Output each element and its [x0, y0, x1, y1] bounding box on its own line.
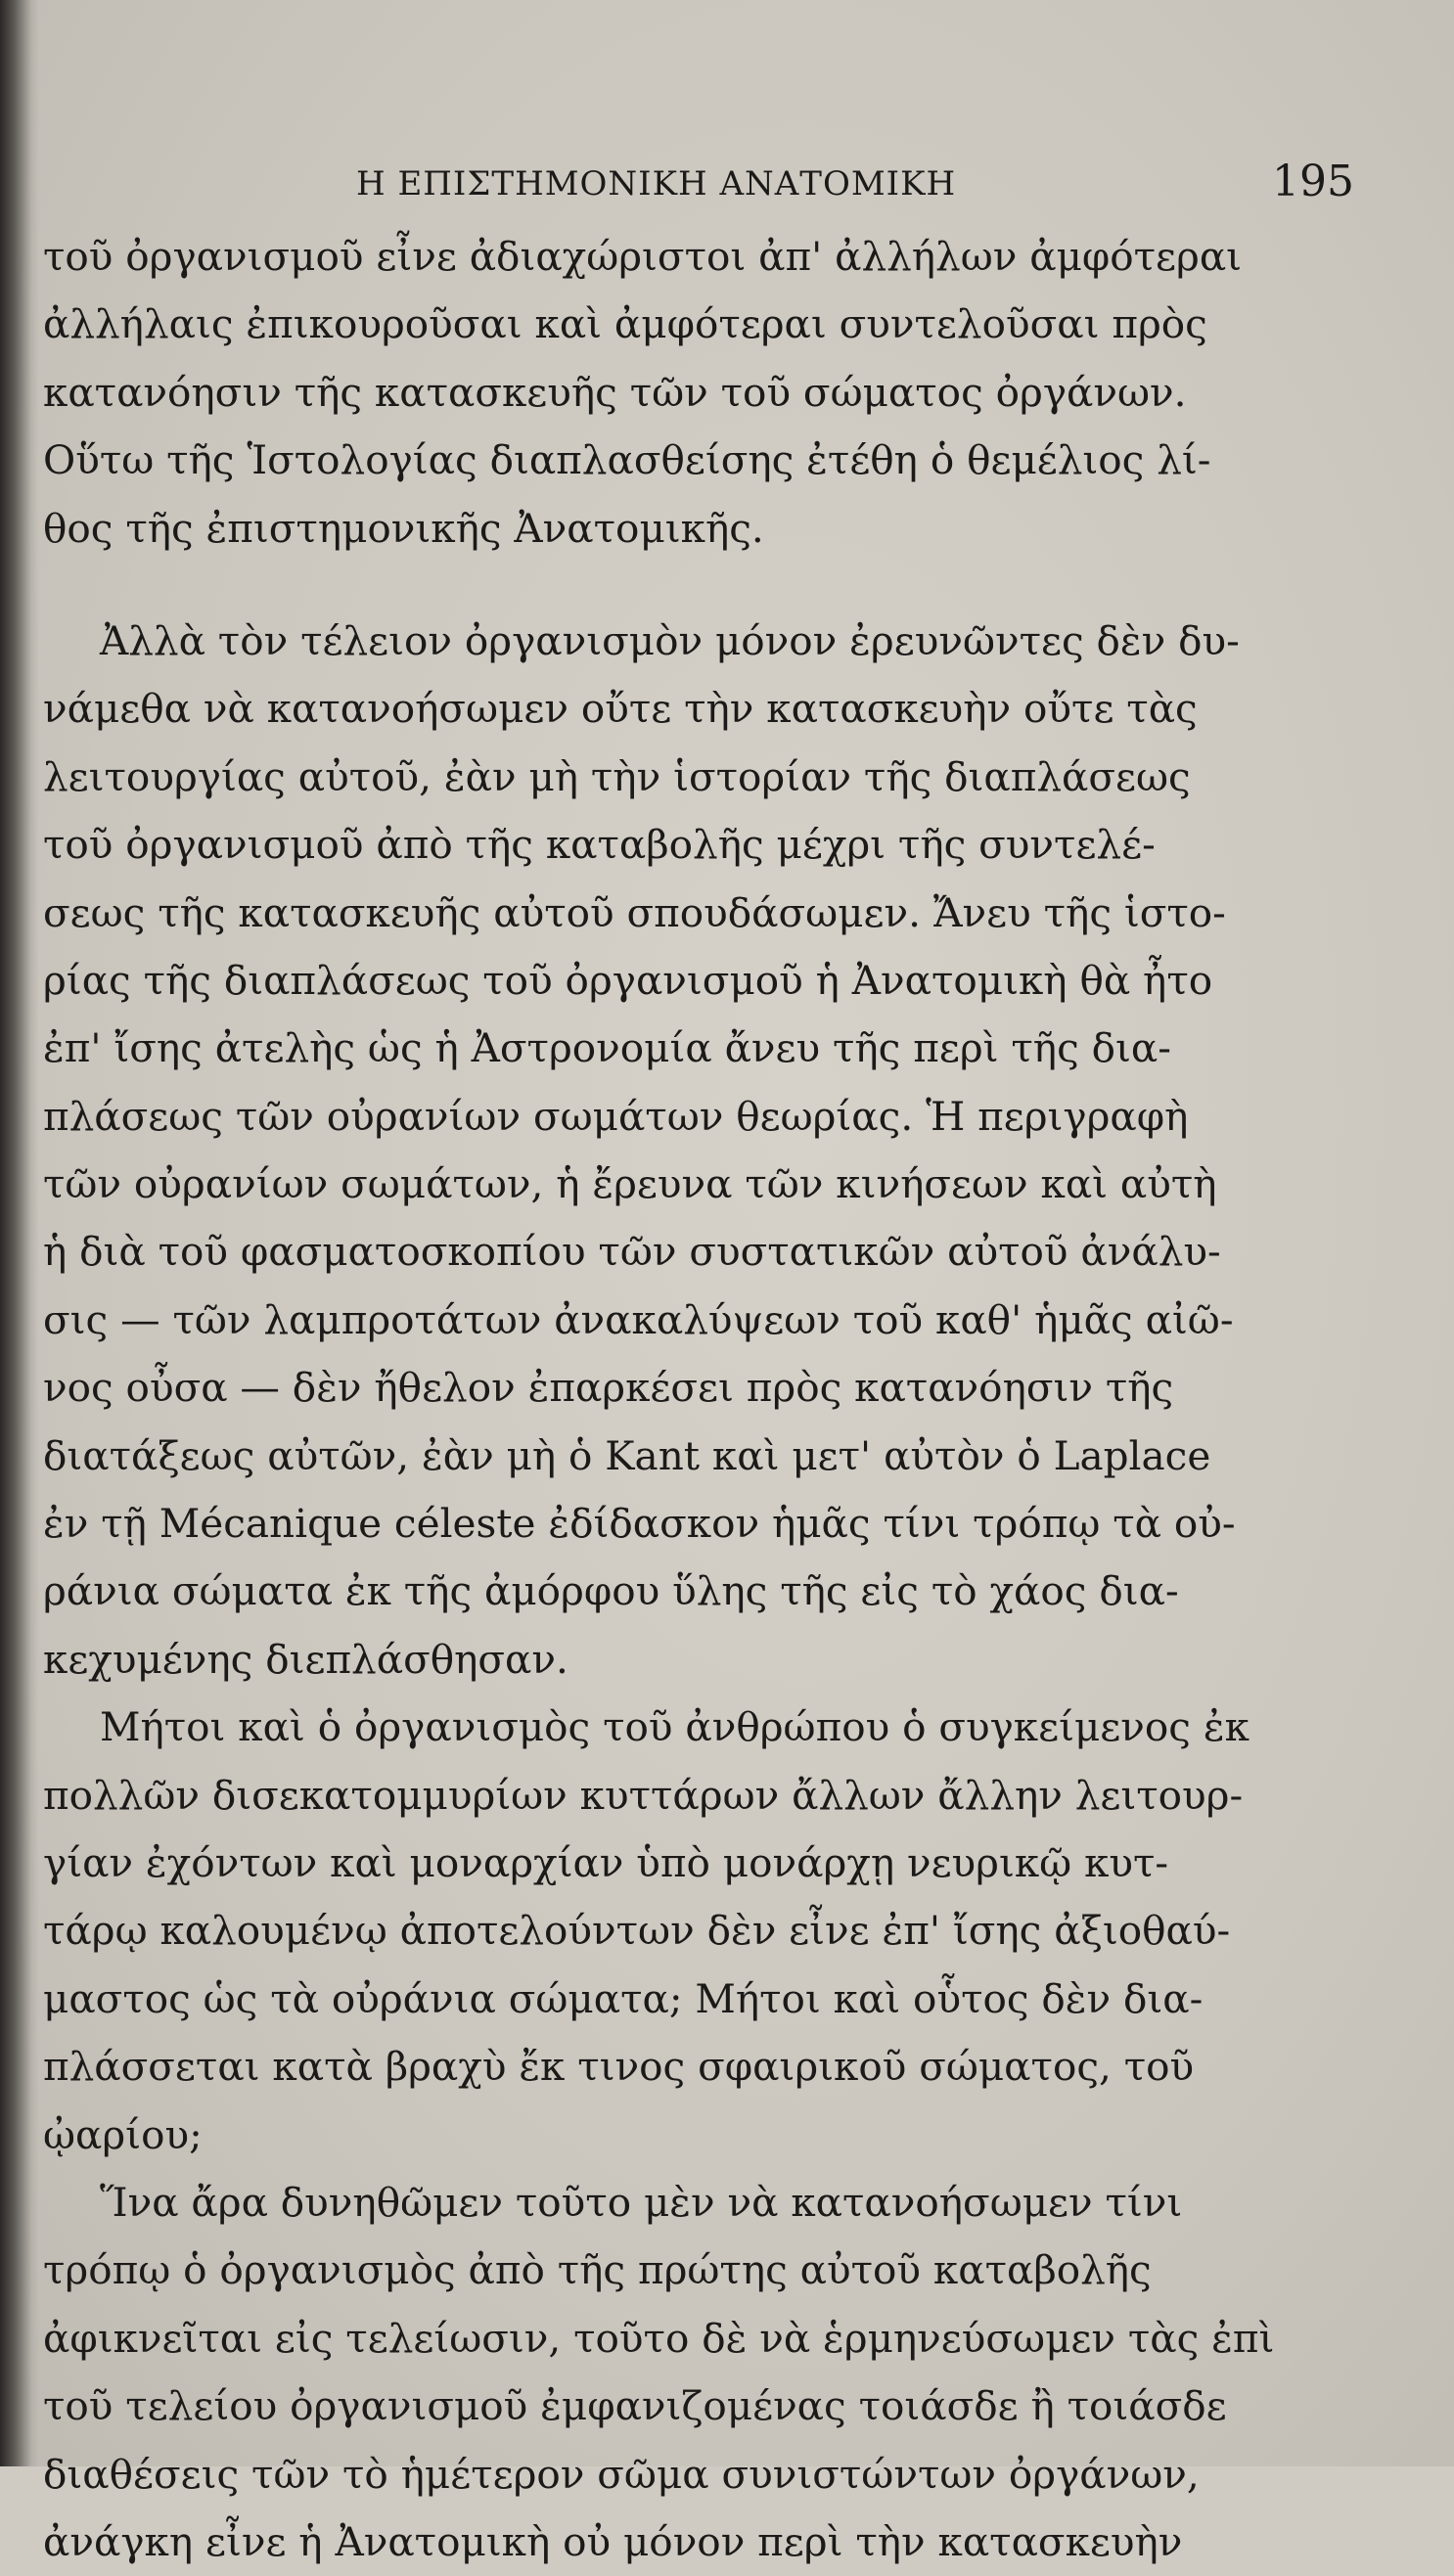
- text-line: πλάσεως τῶν οὐρανίων σωμάτων θεωρίας. Ἡ περιγραφὴ: [43, 1092, 1189, 1140]
- text-line: ᾠαρίου;: [43, 2110, 203, 2158]
- text-line: τοῦ ὀργανισμοῦ ἀπὸ τῆς καταβολῆς μέχρι τῆς συντελέ-: [43, 821, 1156, 869]
- text-line: ἡ διὰ τοῦ φασματοσκοπίου τῶν συστατικῶν αὐτοῦ ἀνάλυ-: [43, 1228, 1221, 1276]
- running-title: Η ΕΠΙΣΤΗΜΟΝΙΚΗ ΑΝΑΤΟΜΙΚΗ: [356, 164, 957, 203]
- text-line: θος τῆς ἐπιστημονικῆς Ἀνατομικῆς.: [43, 504, 764, 552]
- text-line: πλάσσεται κατὰ βραχὺ ἔκ τινος σφαιρικοῦ σώματος, τοῦ: [43, 2043, 1195, 2091]
- text-line: νάμεθα νὰ κατανοήσωμεν οὔτε τὴν κατασκευὴν οὔτε τὰς: [43, 685, 1198, 733]
- text-line: κεχυμένης διεπλάσθησαν.: [43, 1635, 568, 1683]
- running-head: [43, 157, 1354, 215]
- text-line: ἐπ' ἴσης ἀτελὴς ὡς ἡ Ἀστρονομία ἄνευ τῆς περὶ τῆς δια-: [43, 1024, 1171, 1072]
- text-line: ἀφικνεῖται εἰς τελείωσιν, τοῦτο δὲ νὰ ἑρμηνεύσωμεν τὰς ἐπὶ: [43, 2314, 1275, 2362]
- text-line: τάρῳ καλουμένῳ ἀποτελούντων δὲν εἶνε ἐπ' ἴσης ἀξιοθαύ-: [43, 1907, 1231, 1955]
- paragraph-1: [43, 223, 1354, 563]
- text-line: ἀνάγκη εἶνε ἡ Ἀνατομικὴ οὐ μόνον περὶ τὴν κατασκευὴν: [43, 2517, 1183, 2565]
- text-line: τρόπῳ ὁ ὀργανισμὸς ἀπὸ τῆς πρώτης αὐτοῦ καταβολῆς: [43, 2246, 1152, 2294]
- text-line: κατανόησιν τῆς κατασκευῆς τῶν τοῦ σώματος ὀργάνων.: [43, 368, 1187, 416]
- text-line: λειτουργίας αὐτοῦ, ἐὰν μὴ τὴν ἱστορίαν τῆς διαπλάσεως: [43, 752, 1191, 800]
- text-line: Μήτοι καὶ ὁ ὀργανισμὸς τοῦ ἀνθρώπου ὁ συγκείμενος ἐκ: [100, 1703, 1250, 1751]
- text-line: διαθέσεις τῶν τὸ ἡμέτερον σῶμα συνιστώντων ὀργάνων,: [43, 2450, 1200, 2498]
- text-line: σεως τῆς κατασκευῆς αὐτοῦ σπουδάσωμεν. Ἄνευ τῆς ἱστο-: [43, 888, 1226, 936]
- text-line: ἐν τῇ Mécanique céleste ἐδίδασκον ἡμᾶς τίνι τρόπῳ τὰ οὐ-: [43, 1500, 1236, 1548]
- body-text: [43, 223, 1354, 2576]
- paragraph-4: [43, 2169, 1354, 2576]
- paragraph-2: [43, 608, 1354, 1694]
- text-line: τοῦ ὀργανισμοῦ εἶνε ἀδιαχώριστοι ἀπ' ἀλλήλων ἀμφότεραι: [43, 233, 1243, 280]
- text-line: σις — τῶν λαμπροτάτων ἀνακαλύψεων τοῦ καθ' ἡμᾶς αἰῶ-: [43, 1295, 1234, 1343]
- text-line: διατάξεως αὐτῶν, ἐὰν μὴ ὁ Kant καὶ μετ' αὐτὸν ὁ Laplace: [43, 1431, 1211, 1479]
- text-line: μαστος ὡς τὰ οὐράνια σώματα; Μήτοι καὶ οὗτος δὲν δια-: [43, 1974, 1204, 2022]
- text-line: Ἀλλὰ τὸν τέλειον ὀργανισμὸν μόνον ἐρευνῶντες δὲν δυ-: [100, 616, 1240, 664]
- text-line: τοῦ τελείου ὀργανισμοῦ ἐμφανιζομένας τοιάσδε ἢ τοιάσδε: [43, 2382, 1227, 2430]
- paragraph-gap: [43, 563, 1354, 608]
- text-line: ράνια σώματα ἐκ τῆς ἀμόρφου ὕλης τῆς εἰς τὸ χάος δια-: [43, 1567, 1179, 1615]
- spine-shadow: [0, 0, 39, 2466]
- text-line: Οὕτω τῆς Ἱστολογίας διαπλασθείσης ἐτέθη ὁ θεμέλιος λί-: [43, 436, 1211, 484]
- text-line: ἀλλήλαις ἐπικουροῦσαι καὶ ἀμφότεραι συντελοῦσαι πρὸς: [43, 300, 1207, 348]
- text-line: πολλῶν δισεκατομμυρίων κυττάρων ἄλλων ἄλλην λειτουρ-: [43, 1771, 1244, 1819]
- text-line: ρίας τῆς διαπλάσεως τοῦ ὀργανισμοῦ ἡ Ἀνατομικὴ θὰ ἦτο: [43, 956, 1213, 1004]
- text-line: γίαν ἐχόντων καὶ μοναρχίαν ὑπὸ μονάρχῃ νευρικῷ κυτ-: [43, 1838, 1169, 1886]
- text-line: νος οὖσα — δὲν ἤθελον ἐπαρκέσει πρὸς κατανόησιν τῆς: [43, 1364, 1174, 1412]
- page-number: 195: [1272, 157, 1354, 206]
- paragraph-3: [43, 1694, 1354, 2169]
- text-line: Ἵνα ἄρα δυνηθῶμεν τοῦτο μὲν νὰ κατανοήσωμεν τίνι: [100, 2178, 1183, 2226]
- text-line: τῶν οὐρανίων σωμάτων, ἡ ἔρευνα τῶν κινήσεων καὶ αὐτὴ: [43, 1160, 1217, 1208]
